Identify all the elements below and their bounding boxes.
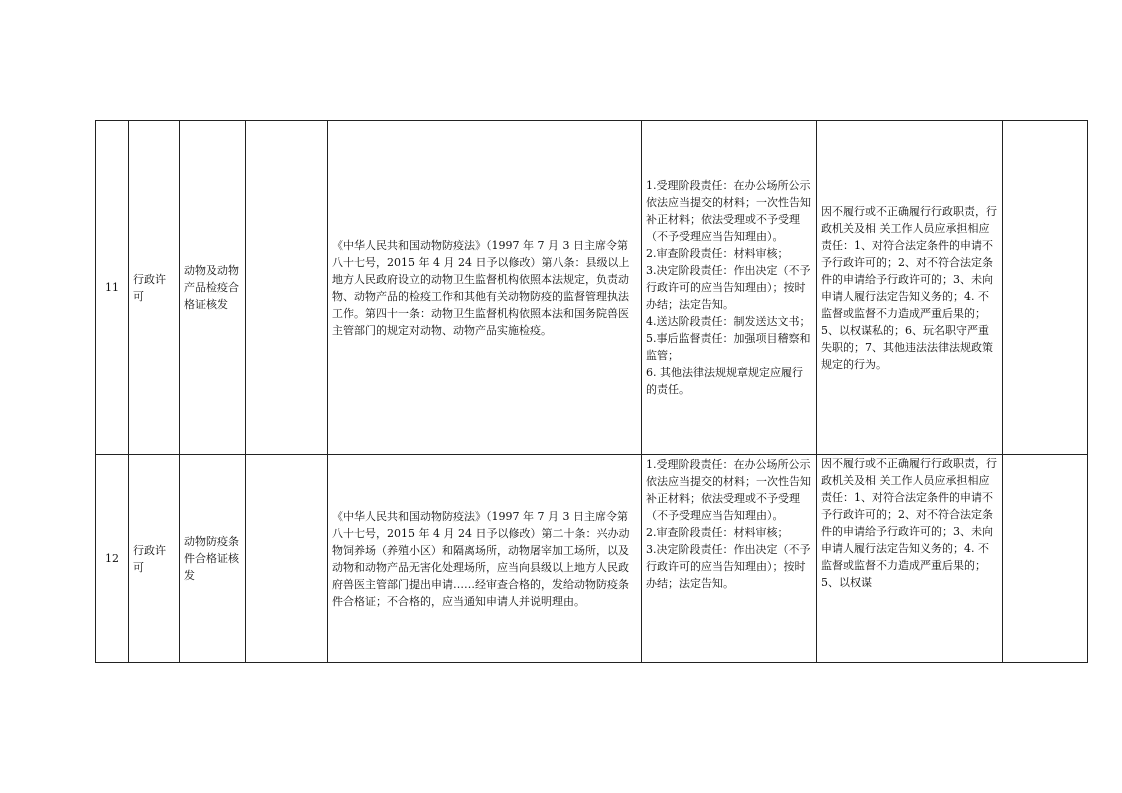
table-row — [96, 121, 1088, 455]
legal-basis: 《中华人民共和国动物防疫法》（1997 年 7 月 3 日主席令第八十七号，2015 年 4 月 24 日予以修改）第八条：县级以上地方人民政府设立的动物卫生监督机构依照本法规定，负责动物、动物产品的检疫工作和其他有关动物防疫的监督管理执法工作。第四十一条：动物卫生监督机构依照本法和国务院兽医主管部门的规定对动物、动物产品实施检疫。 — [328, 121, 642, 455]
row-number: 12 — [96, 455, 129, 663]
empty-cell — [246, 121, 328, 455]
responsibility-item: 3.决定阶段责任：作出决定（不予行政许可的应当告知理由）；按时办结；法定告知。 — [646, 542, 811, 590]
accountability-cell — [817, 455, 1003, 663]
accountability-text: 因不履行或不正确履行行政职责，行政机关及相 关工作人员应承担相应责任：1、对符合法定条件的申请不予行政许可的；2、对不符合法定条件的申请给予行政许可的；3、未向申请人履行法定告知义务的；4. 不监督或监督不力造成严重后果的；5、以权谋私的；6、玩名职守严重失职的；7、其他违法法律法规政策规定的行为。 — [817, 121, 1003, 455]
accountability-text: 因不履行或不正确履行行政职责，行政机关及相 关工作人员应承担相应责任：1、对符合法定条件的申请不予行政许可的；2、对不符合法定条件的申请给予行政许可的；3、未向申请人履行法定告知义务的；4. 不监督或监督不力造成严重后果的；5、以权谋 — [821, 457, 997, 589]
responsibility-item: 6. 其他法律法规规章规定应履行的责任。 — [646, 366, 803, 396]
empty-cell — [1003, 455, 1088, 663]
row-number: 11 — [96, 121, 129, 455]
item-name: 动物防疫条件合格证核发 — [180, 455, 246, 663]
table-row — [96, 455, 1088, 663]
responsibility-item: 5.事后监督责任：加强项目稽察和监管； — [646, 332, 811, 362]
empty-cell — [246, 455, 328, 663]
responsibility-item: 3.决定阶段责任：作出决定（不予行政许可的应当告知理由）；按时办结；法定告知。 — [646, 264, 811, 311]
item-name: 动物及动物产品检疫合格证核发 — [180, 121, 246, 455]
responsibility-item: 2.审查阶段责任：材料审核； — [646, 247, 789, 260]
responsibility-list — [642, 121, 817, 455]
responsibility-item: 1.受理阶段责任：在办公场所公示依法应当提交的材料；一次性告知补正材料；依法受理或不予受理（不予受理应当告知理由）。 — [646, 457, 811, 522]
power-list-table — [95, 120, 1088, 663]
responsibility-item: 2.审查阶段责任：材料审核； — [646, 525, 789, 539]
empty-cell — [1003, 121, 1088, 455]
responsibility-item: 1.受理阶段责任：在办公场所公示依法应当提交的材料；一次性告知补正材料；依法受理或不予受理（不予受理应当告知理由）。 — [646, 179, 811, 243]
power-type: 行政许可 — [129, 121, 180, 455]
power-type: 行政许可 — [129, 455, 180, 663]
legal-basis: 《中华人民共和国动物防疫法》（1997 年 7 月 3 日主席令第八十七号，2015 年 4 月 24 日予以修改）第二十条：兴办动物饲养场（养殖小区）和隔离场所，动物屠宰加工场所，以及动物和动物产品无害化处理场所，应当向县级以上地方人民政府兽医主管部门提出申请……经审查合格的，发给动物防疫条件合格证；不合格的，应当通知申请人并说明理由。 — [328, 455, 642, 663]
responsibility-item: 4.送达阶段责任：制发送达文书； — [646, 315, 811, 328]
responsibility-list — [642, 455, 817, 663]
